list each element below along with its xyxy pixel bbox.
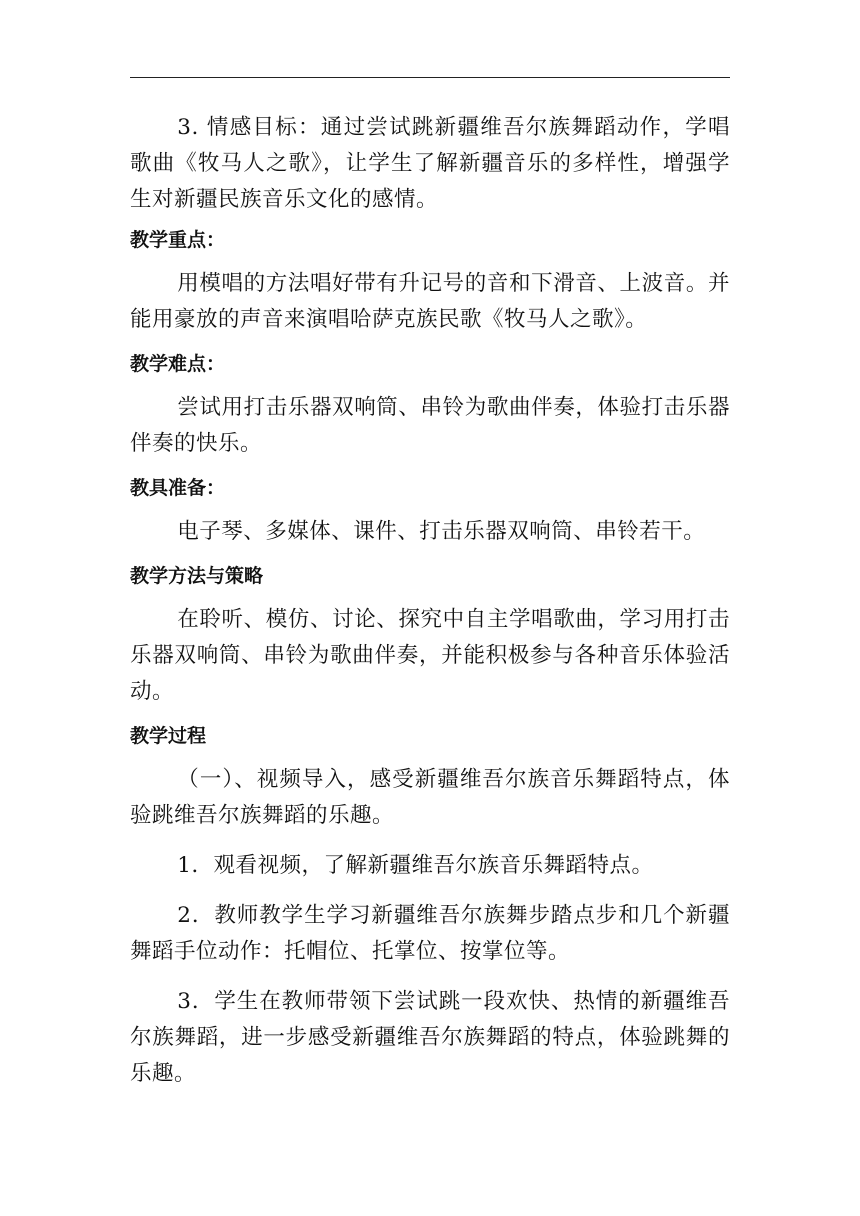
heading-teaching-tools: 教具准备：: [130, 477, 226, 499]
paragraph-key-points: 用模唱的方法唱好带有升记号的音和下滑音、上波音。并能用豪放的声音来演唱哈萨克族民歌《牧马人之歌》。: [130, 271, 730, 332]
list-item-3: 3．学生在教师带领下尝试跳一段欢快、热情的新疆维吾尔族舞蹈，进一步感受新疆维吾尔族舞蹈的特点，体验跳舞的乐趣。: [130, 989, 730, 1086]
paragraph-emotional-goal: 3. 情感目标：通过尝试跳新疆维吾尔族舞蹈动作，学唱歌曲《牧马人之歌》，让学生了解新疆音乐的多样性，增强学生对新疆民族音乐文化的感情。: [130, 115, 730, 212]
heading-process: 教学过程: [130, 725, 207, 747]
heading-difficult-points: 教学难点：: [130, 353, 226, 375]
list-item-2: 2．教师教学生学习新疆维吾尔族舞步踏点步和几个新疆舞蹈手位动作：托帽位、托掌位、按掌位等。: [130, 903, 730, 964]
heading-key-points: 教学重点：: [130, 229, 226, 251]
document-body: [130, 110, 730, 1092]
header-rule: [130, 77, 730, 78]
list-item-1: 1．观看视频，了解新疆维吾尔族音乐舞蹈特点。: [177, 853, 654, 878]
paragraph-difficult-points: 尝试用打击乐器双响筒、串铃为歌曲伴奏，体验打击乐器伴奏的快乐。: [130, 395, 730, 456]
heading-methods: 教学方法与策略: [130, 565, 264, 587]
paragraph-step-one: （一）、视频导入，感受新疆维吾尔族音乐舞蹈特点，体验跳维吾尔族舞蹈的乐趣。: [130, 767, 730, 828]
paragraph-teaching-tools: 电子琴、多媒体、课件、打击乐器双响筒、串铃若干。: [177, 519, 706, 544]
paragraph-methods: 在聆听、模仿、讨论、探究中自主学唱歌曲，学习用打击乐器双响筒、串铃为歌曲伴奏，并能积极参与各种音乐体验活动。: [130, 607, 730, 704]
